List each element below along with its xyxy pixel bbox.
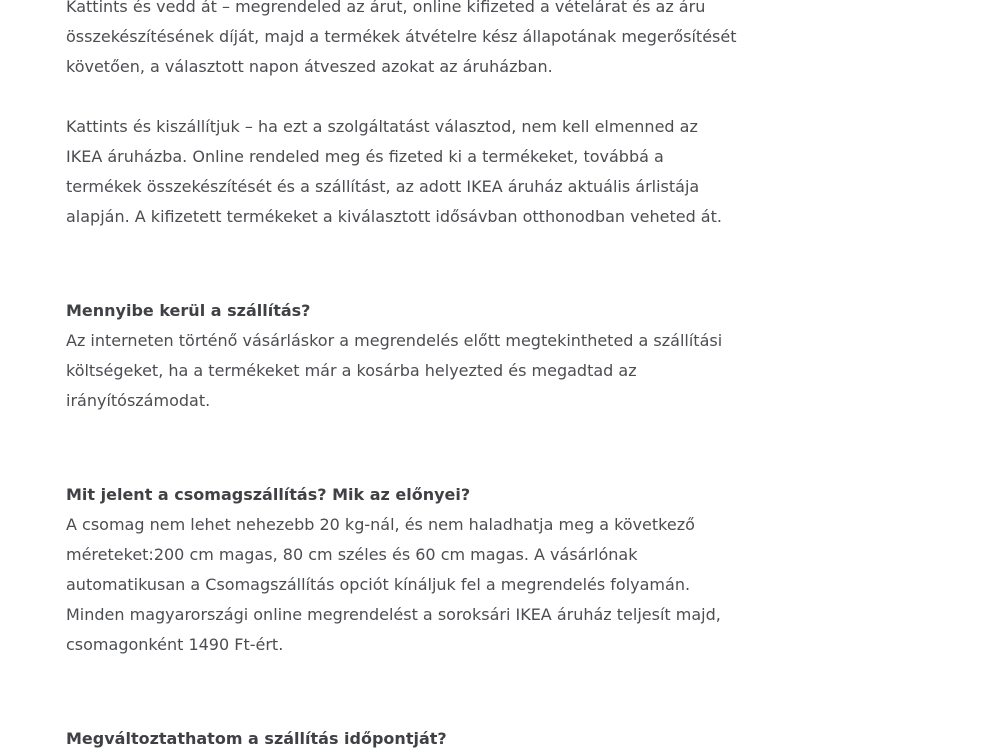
intro-paragraph-click-and-collect	[66, 0, 958, 82]
text-line: Kattints és vedd át – megrendeled az árut, online kifizeted a vételárat és az áru	[66, 0, 706, 16]
text-line: IKEA áruházba. Online rendeled meg és fizeted ki a termékeket, továbbá a	[66, 147, 664, 166]
text-line: összekészítésének díját, majd a termékek átvételre kész állapotának megerősítését	[66, 27, 737, 46]
text-line: Minden magyarországi online megrendelést a soroksári IKEA áruház teljesít majd,	[66, 605, 721, 624]
text-line: termékek összekészítését és a szállítást, az adott IKEA áruház aktuális árlistája	[66, 177, 700, 196]
text-line: követően, a választott napon átveszed azokat az áruházban.	[66, 57, 553, 76]
faq-question-heading: Megváltoztathatom a szállítás időpontját?	[66, 729, 447, 748]
text-line: automatikusan a Csomagszállítás opciót kínáljuk fel a megrendelés folyamán.	[66, 575, 691, 594]
text-line: csomagonként 1490 Ft-ért.	[66, 635, 284, 654]
faq-question-heading: Mit jelent a csomagszállítás? Mik az előnyei?	[66, 485, 471, 504]
faq-section-delivery-cost	[66, 296, 958, 416]
intro-paragraph-click-and-deliver	[66, 112, 958, 232]
faq-section-parcel-delivery	[66, 480, 958, 660]
text-line: Az interneten történő vásárláskor a megrendelés előtt megtekintheted a szállítási	[66, 331, 723, 350]
faq-question-heading: Mennyibe kerül a szállítás?	[66, 301, 311, 320]
faq-section-change-delivery-time	[66, 724, 958, 754]
text-line: költségeket, ha a termékeket már a kosárba helyezted és megadtad az	[66, 361, 637, 380]
text-line: méreteket:200 cm magas, 80 cm széles és 60 cm magas. A vásárlónak	[66, 545, 638, 564]
text-line: alapján. A kifizetett termékeket a kiválasztott idősávban otthonodban veheted át.	[66, 207, 722, 226]
text-line: irányítószámodat.	[66, 391, 211, 410]
text-line: Kattints és kiszállítjuk – ha ezt a szolgáltatást választod, nem kell elmenned az	[66, 117, 698, 136]
text-line: A csomag nem lehet nehezebb 20 kg-nál, és nem haladhatja meg a következő	[66, 515, 695, 534]
